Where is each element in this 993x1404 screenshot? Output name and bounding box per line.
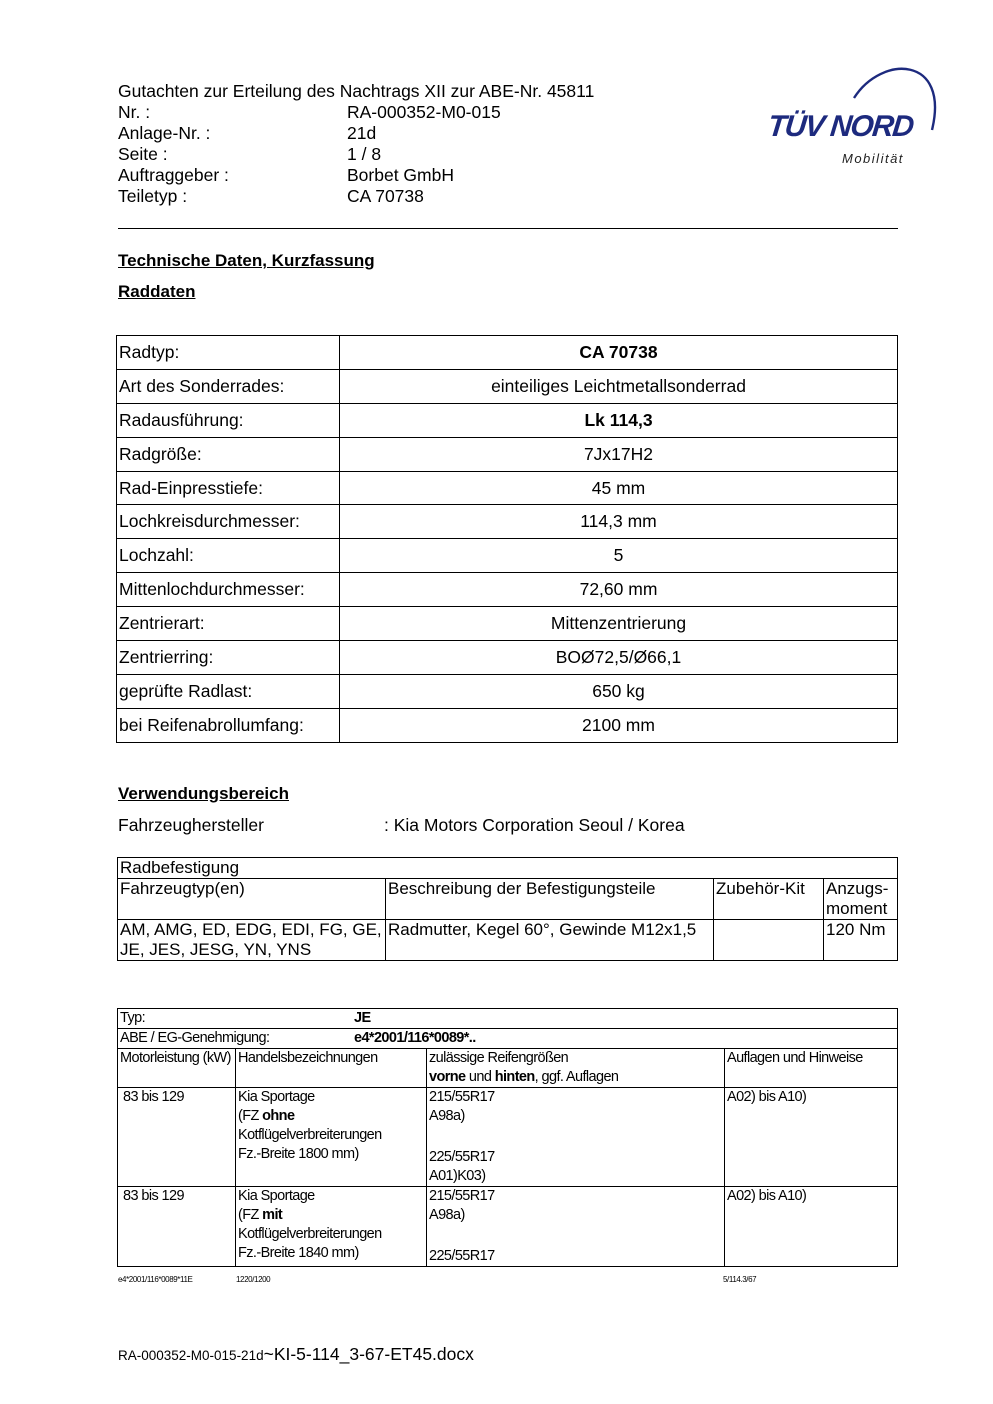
header-label: Auftraggeber :: [118, 165, 229, 185]
raddaten-table: [116, 335, 898, 743]
row-motorleistung: 83 bis 129: [118, 1187, 236, 1267]
handel-mit: mit: [262, 1207, 283, 1223]
row-auflagen: A02) bis A10): [725, 1187, 898, 1267]
raddaten-value: 650 kg: [340, 674, 898, 708]
header-auflagen: Auflagen und Hinweise: [725, 1049, 898, 1088]
section-title-technische-daten: Technische Daten, Kurzfassung: [118, 251, 375, 270]
fine-print-approval: e4*2001/116*0089*11E: [118, 1275, 193, 1284]
abe-label: ABE / EG-Genehmigung:: [120, 1030, 270, 1046]
table-row: [117, 471, 898, 505]
raddaten-value: 72,60 mm: [340, 573, 898, 607]
footer-filename-a: RA-000352-M0-015-21d: [118, 1348, 264, 1363]
section-title-verwendungsbereich: Verwendungsbereich: [118, 784, 289, 803]
table-row: [117, 674, 898, 708]
header-reifen-line2: [429, 1068, 722, 1087]
raddaten-label: Radgröße:: [117, 437, 340, 471]
fine-print-load: 1220/1200: [236, 1275, 271, 1284]
befestigung-header-typen: Fahrzeugtyp(en): [118, 879, 386, 920]
row-handelsbezeichnung: [236, 1187, 427, 1267]
befestigung-kit: [714, 920, 824, 961]
befestigung-description: Radmutter, Kegel 60°, Gewinde M12x1,5: [386, 920, 714, 961]
header-hinten: hinten: [494, 1069, 535, 1085]
header-motorleistung: Motorleistung (kW): [118, 1049, 236, 1088]
header-row-seite: [118, 144, 678, 165]
typ-value: JE: [354, 1010, 371, 1026]
reifen-spacer: [429, 1225, 722, 1247]
header-handelsbezeichnungen: Handelsbezeichnungen: [236, 1049, 427, 1088]
hersteller-label: Fahrzeughersteller: [118, 815, 264, 835]
header-reifen-line1: zulässige Reifengrößen: [429, 1050, 569, 1066]
header-row-teiletyp: [118, 186, 678, 207]
table-row: [117, 708, 898, 742]
handel-fz: (FZ: [238, 1108, 263, 1124]
reifen-line: 225/55R17: [429, 1149, 495, 1165]
header-value: Borbet GmbH: [347, 165, 454, 185]
raddaten-value: Mittenzentrierung: [340, 607, 898, 641]
raddaten-label: bei Reifenabrollumfang:: [117, 708, 340, 742]
raddaten-value: 2100 mm: [340, 708, 898, 742]
fahrzeugtyp-table: [117, 1008, 898, 1267]
table-row: [117, 369, 898, 403]
raddaten-value: 5: [340, 539, 898, 573]
table-row: [117, 539, 898, 573]
document-footer: [118, 1344, 474, 1365]
footer-filename-b: ~KI-5-114_3-67-ET45.docx: [263, 1344, 474, 1364]
fahrzeughersteller-row: [118, 815, 685, 836]
header-value: 1 / 8: [347, 144, 382, 164]
table-row: [117, 437, 898, 471]
row-motorleistung: 83 bis 129: [118, 1088, 236, 1187]
handel-line: Kia Sportage: [238, 1188, 315, 1204]
radbefestigung-table: [117, 857, 898, 961]
reifen-line: A98a): [429, 1108, 465, 1124]
header-reifengroessen: [427, 1049, 725, 1088]
raddaten-label: Lochkreisdurchmesser:: [117, 505, 340, 539]
row-handelsbezeichnung: [236, 1088, 427, 1187]
header-label: Nr. :: [118, 102, 151, 122]
raddaten-label: Rad-Einpresstiefe:: [117, 471, 340, 505]
raddaten-label: Zentrierart:: [117, 607, 340, 641]
reifen-line: 225/55R17: [429, 1248, 495, 1264]
report-title: Gutachten zur Erteilung des Nachtrags XII zur ABE-Nr. 45811: [118, 81, 595, 101]
befestigung-moment: 120 Nm: [824, 920, 898, 961]
raddaten-value: CA 70738: [340, 336, 898, 370]
raddaten-label: Art des Sonderrades:: [117, 369, 340, 403]
table-row: [118, 1088, 898, 1187]
row-reifengroessen: [427, 1088, 725, 1187]
handel-line: Kotflügelverbreiterungen: [238, 1226, 382, 1242]
abe-value: e4*2001/116*0089*..: [354, 1030, 476, 1046]
reifen-line: A98a): [429, 1207, 465, 1223]
header-value: 21d: [347, 123, 377, 143]
raddaten-value: 45 mm: [340, 471, 898, 505]
table-row: [117, 336, 898, 370]
befestigung-title: Radbefestigung: [118, 858, 898, 879]
typ-label: Typ:: [120, 1010, 145, 1026]
befestigung-header-kit: Zubehör-Kit: [714, 879, 824, 920]
befestigung-types: AM, AMG, ED, EDG, EDI, FG, GE, JE, JES, JESG, YN, YNS: [118, 920, 386, 961]
raddaten-value: Lk 114,3: [340, 403, 898, 437]
header-label: Anlage-Nr. :: [118, 123, 211, 143]
abe-row: [118, 1029, 898, 1049]
handel-line: Kotflügelverbreiterungen: [238, 1127, 382, 1143]
handel-line: Kia Sportage: [238, 1089, 315, 1105]
reifen-line: 215/55R17: [429, 1188, 495, 1204]
reifen-spacer: [429, 1126, 722, 1148]
handel-ohne: ohne: [262, 1108, 295, 1124]
table-row: [117, 505, 898, 539]
table-row: [117, 403, 898, 437]
tuev-nord-logo: [762, 58, 942, 178]
logo-wordmark: TÜV NORD: [766, 110, 915, 143]
handel-line: Fz.-Breite 1840 mm): [238, 1245, 359, 1261]
raddaten-label: Zentrierring:: [117, 641, 340, 675]
header-vorne: vorne: [429, 1069, 466, 1085]
header-row-anlage: [118, 123, 678, 144]
header-label: Teiletyp :: [118, 186, 188, 206]
table-row: [118, 1187, 898, 1267]
section-title-raddaten: Raddaten: [118, 282, 196, 301]
handel-line: [238, 1206, 424, 1225]
raddaten-value: 7Jx17H2: [340, 437, 898, 471]
raddaten-label: Radtyp:: [117, 336, 340, 370]
befestigung-header-moment: Anzugs-moment: [824, 879, 898, 920]
raddaten-label: Lochzahl:: [117, 539, 340, 573]
table-row: [117, 641, 898, 675]
raddaten-label: geprüfte Radlast:: [117, 674, 340, 708]
reifen-line: 215/55R17: [429, 1089, 495, 1105]
raddaten-label: Radausführung:: [117, 403, 340, 437]
befestigung-header-beschreibung: Beschreibung der Befestigungsteile: [386, 879, 714, 920]
header-value: RA-000352-M0-015: [347, 102, 501, 122]
handel-line: Fz.-Breite 1800 mm): [238, 1146, 359, 1162]
header-row-nr: [118, 102, 678, 123]
header-label: Seite :: [118, 144, 168, 164]
raddaten-value: 114,3 mm: [340, 505, 898, 539]
hersteller-value: : Kia Motors Corporation Seoul / Korea: [384, 815, 685, 835]
table-row: [117, 573, 898, 607]
header-value: CA 70738: [347, 186, 424, 206]
logo-subtitle: Mobilität: [842, 151, 904, 166]
header-auflagen-suffix: , ggf. Auflagen: [534, 1069, 619, 1085]
header-divider: [118, 228, 898, 229]
raddaten-label: Mittenlochdurchmesser:: [117, 573, 340, 607]
header-und: und: [465, 1069, 495, 1085]
reifen-line: A01)K03): [429, 1168, 486, 1184]
handel-fz: (FZ: [238, 1207, 263, 1223]
raddaten-value: BOØ72,5/Ø66,1: [340, 641, 898, 675]
row-reifengroessen: [427, 1187, 725, 1267]
table-row: [117, 607, 898, 641]
row-auflagen: A02) bis A10): [725, 1088, 898, 1187]
typ-row: [118, 1009, 898, 1029]
handel-line: [238, 1107, 424, 1126]
document-header: [118, 81, 678, 207]
raddaten-value: einteiliges Leichtmetallsonderrad: [340, 369, 898, 403]
header-row-auftraggeber: [118, 165, 678, 186]
fine-print-bolt: 5/114.3/67: [723, 1275, 757, 1284]
